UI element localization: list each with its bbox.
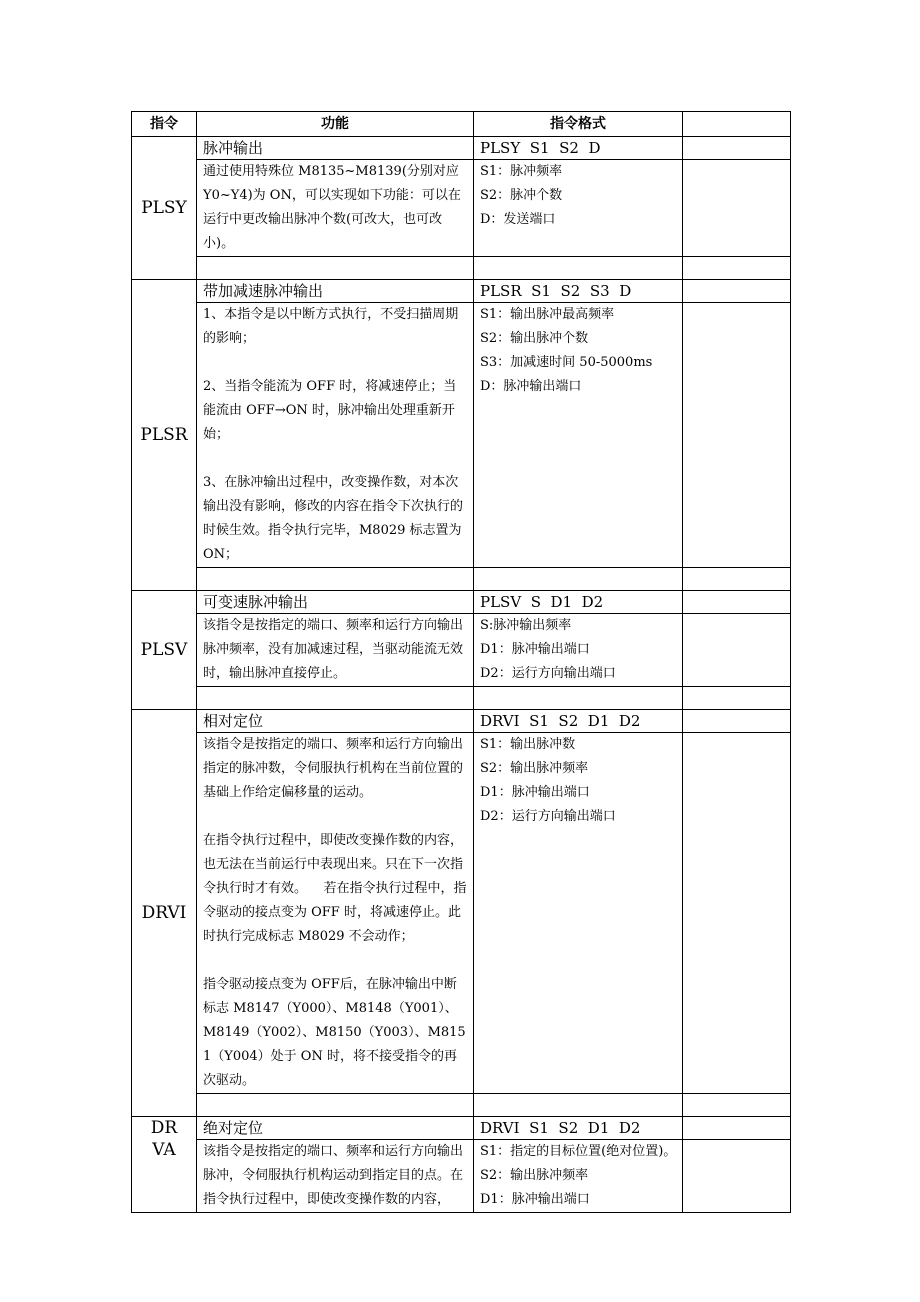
plsv-empty-2: [474, 687, 683, 710]
plsy-format: PLSY S1 S2 D: [474, 137, 683, 160]
plsy-extra: [683, 137, 791, 160]
cmd-plsv: PLSV: [132, 591, 197, 710]
plsr-arg-4: D：脉冲输出端口: [480, 379, 582, 394]
drva-body-extra: [683, 1140, 791, 1213]
plsv-arg-2: D1：脉冲输出端口: [480, 642, 590, 657]
drva-arg-3: D1：脉冲输出端口: [480, 1192, 590, 1207]
drvi-format: DRVI S1 S2 D1 D2: [474, 710, 683, 733]
cmd-plsr: PLSR: [132, 280, 197, 591]
plsv-args: [474, 614, 683, 687]
plsr-empty-3: [683, 568, 791, 591]
drvi-empty-1: [197, 1094, 474, 1117]
cmd-drvi: DRVI: [132, 710, 197, 1117]
plsv-body-row: [132, 614, 791, 687]
header-row: [132, 112, 791, 137]
drvi-arg-2: S2：输出脉冲频率: [480, 761, 589, 776]
drva-arg-1: S1：指定的目标位置(绝对位置)。: [480, 1144, 677, 1159]
plsv-empty-3: [683, 687, 791, 710]
plsr-extra: [683, 280, 791, 303]
plsy-description: [197, 160, 474, 257]
plsy-empty-row: [132, 257, 791, 280]
plsr-body-row: [132, 303, 791, 568]
plsr-para-2: 2、当指令能流为 OFF 时，将减速停止；当能流由 OFF→ON 时，脉冲输出处理重新开始；: [203, 379, 457, 442]
cmd-plsy: PLSY: [132, 137, 197, 280]
instruction-table: [131, 111, 791, 1213]
drvi-arg-4: D2：运行方向输出端口: [480, 809, 616, 824]
drva-body-row: [132, 1140, 791, 1213]
header-instruction: 指令: [132, 112, 197, 137]
drva-args: [474, 1140, 683, 1213]
plsr-para-1: 1、本指令是以中断方式执行，不受扫描周期的影响；: [203, 307, 459, 346]
drvi-description: [197, 733, 474, 1094]
cmd-drva-text: DRVA: [150, 1118, 178, 1160]
plsr-arg-2: S2：输出脉冲个数: [480, 331, 589, 346]
plsv-title-row: [132, 591, 791, 614]
drva-para-1: 该指令是按指定的端口、频率和运行方向输出脉冲，令伺服执行机构运动到指定目的点。在指令执行过程中，即使改变操作数的内容，: [203, 1144, 464, 1207]
drva-extra: [683, 1117, 791, 1140]
drvi-empty-3: [683, 1094, 791, 1117]
plsy-para-1: 通过使用特殊位 M8135~M8139(分别对应 Y0~Y4)为 ON，可以实现如下功能：可以在运行中更改输出脉冲个数(可改大，也可改小)。: [203, 164, 464, 251]
plsr-arg-1: S1：输出脉冲最高频率: [480, 307, 615, 322]
header-extra: [683, 112, 791, 137]
plsv-para-1: 该指令是按指定的端口、频率和运行方向输出脉冲频率，没有加减速过程，当驱动能流无效时，输出脉冲直接停止。: [203, 618, 464, 681]
plsv-description: [197, 614, 474, 687]
plsy-empty-1: [197, 257, 474, 280]
plsr-para-3: 3、在脉冲输出过程中，改变操作数，对本次输出没有影响，修改的内容在指令下次执行的时候生效。指令执行完毕，M8029 标志置为 ON；: [203, 475, 466, 562]
plsy-arg-3: D：发送端口: [480, 212, 556, 227]
drva-title: 绝对定位: [197, 1117, 474, 1140]
drvi-args: [474, 733, 683, 1094]
drvi-body-row: [132, 733, 791, 1094]
plsy-title-row: [132, 137, 791, 160]
plsy-title: 脉冲输出: [197, 137, 474, 160]
drvi-empty-2: [474, 1094, 683, 1117]
drvi-body-extra: [683, 733, 791, 1094]
plsy-empty-3: [683, 257, 791, 280]
plsr-empty-1: [197, 568, 474, 591]
drvi-title-row: [132, 710, 791, 733]
plsr-args: [474, 303, 683, 568]
drva-description: [197, 1140, 474, 1213]
plsy-args: [474, 160, 683, 257]
plsy-empty-2: [474, 257, 683, 280]
drvi-arg-1: S1：输出脉冲数: [480, 737, 576, 752]
plsr-description: [197, 303, 474, 568]
header-function: 功能: [197, 112, 474, 137]
plsr-format: PLSR S1 S2 S3 D: [474, 280, 683, 303]
plsv-arg-1: S:脉冲输出频率: [480, 618, 572, 633]
plsv-format: PLSV S D1 D2: [474, 591, 683, 614]
plsv-empty-row: [132, 687, 791, 710]
drva-format: DRVI S1 S2 D1 D2: [474, 1117, 683, 1140]
plsr-empty-row: [132, 568, 791, 591]
plsy-body-extra: [683, 160, 791, 257]
drvi-para-1: 该指令是按指定的端口、频率和运行方向输出指定的脉冲数，令伺服执行机构在当前位置的基础上作给定偏移量的运动。: [203, 737, 464, 800]
plsy-arg-2: S2：脉冲个数: [480, 188, 563, 203]
plsy-arg-1: S1：脉冲频率: [480, 164, 563, 179]
drva-arg-2: S2：输出脉冲频率: [480, 1168, 589, 1183]
drvi-para-2: 在指令执行过程中，即使改变操作数的内容，也无法在当前运行中表现出来。只在下一次指令执行时才有效。 若在指令执行过程中，指令驱动的接点变为 OFF 时，将减速停止。此时执行完成标志 M8029 不会动作；: [203, 833, 467, 944]
header-format: 指令格式: [474, 112, 683, 137]
drvi-extra: [683, 710, 791, 733]
plsv-body-extra: [683, 614, 791, 687]
plsv-extra: [683, 591, 791, 614]
plsr-empty-2: [474, 568, 683, 591]
drvi-para-3: 指令驱动接点变为 OFF后，在脉冲输出中断标志 M8147（Y000）、M8148（Y001）、M8149（Y002）、M8150（Y003）、M8151（Y004）处于 ON 时，将不接受指令的再次驱动。: [203, 977, 466, 1088]
plsv-arg-3: D2：运行方向输出端口: [480, 666, 616, 681]
plsv-title: 可变速脉冲输出: [197, 591, 474, 614]
plsr-arg-3: S3：加减速时间 50-5000ms: [480, 355, 653, 370]
drvi-empty-row: [132, 1094, 791, 1117]
plsy-body-row: [132, 160, 791, 257]
plsv-empty-1: [197, 687, 474, 710]
cmd-drva: [132, 1117, 197, 1213]
drvi-title: 相对定位: [197, 710, 474, 733]
plsr-title-row: [132, 280, 791, 303]
drva-title-row: [132, 1117, 791, 1140]
plsr-body-extra: [683, 303, 791, 568]
plsr-title: 带加减速脉冲输出: [197, 280, 474, 303]
drvi-arg-3: D1：脉冲输出端口: [480, 785, 590, 800]
